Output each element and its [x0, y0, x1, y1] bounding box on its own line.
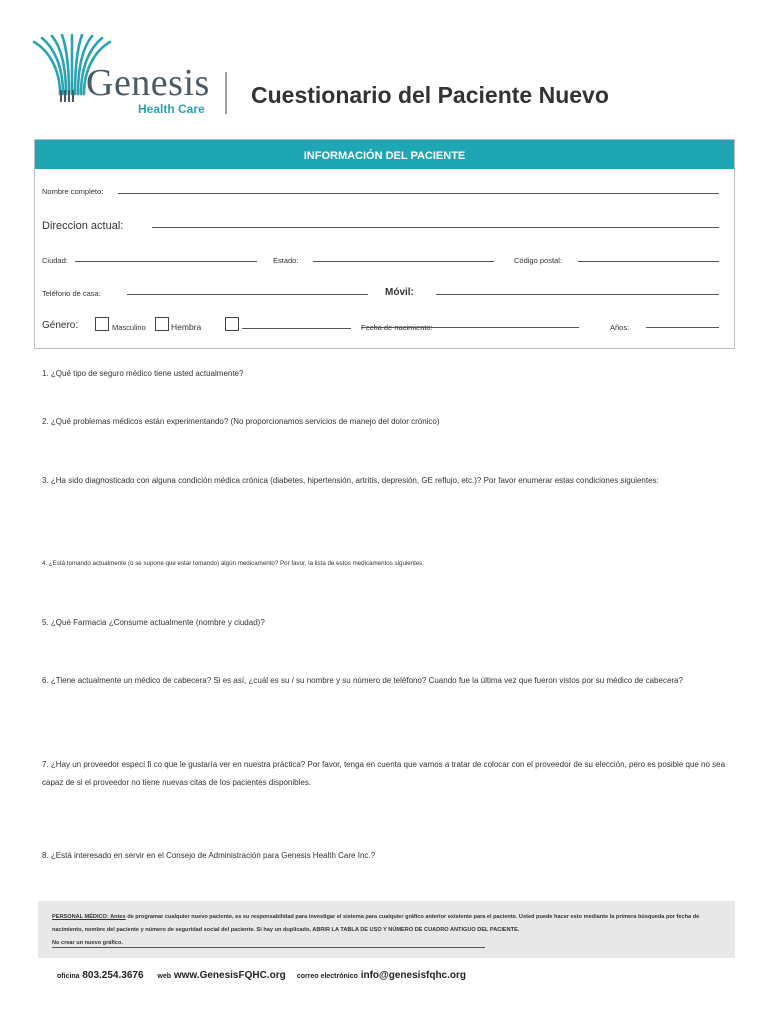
city-label: Ciudad: [42, 256, 68, 265]
question-2: 2. ¿Qué problemas médicos están experimentando? (No proporcionamos servicios de manejo del dolor crónico) [42, 417, 440, 426]
male-label: Masculino [112, 323, 146, 332]
staff-notice-rule [52, 947, 485, 948]
city-field[interactable] [75, 261, 257, 262]
mobile-label: Móvil: [385, 287, 414, 298]
age-field[interactable] [646, 327, 719, 328]
other-gender-checkbox[interactable] [225, 317, 239, 331]
home-phone-field[interactable] [127, 294, 368, 295]
female-checkbox[interactable] [155, 317, 169, 331]
staff-notice-last: No crear un nuevo gráfico. [52, 940, 123, 946]
office-phone: 803.254.3676 [82, 970, 144, 981]
dob-label: Fecha de nacimiento: [361, 323, 433, 332]
male-checkbox[interactable] [95, 317, 109, 331]
contact-footer [57, 970, 466, 981]
full-name-field[interactable] [118, 193, 719, 194]
brand-subtitle: Health Care [138, 102, 205, 116]
dob-field[interactable] [361, 327, 579, 328]
question-4: 4. ¿Está tomando actualmente (o se supone que estar tomando) algún medicamento? Por favor, la lista de estos medicamentos siguientes: [42, 560, 425, 567]
state-label: Estado: [273, 256, 299, 265]
office-label: oficina [57, 973, 80, 980]
other-gender-field[interactable] [242, 328, 351, 329]
brand-name: Genesis [86, 62, 210, 104]
staff-notice-body: de programar cualquier nuevo paciente, es su responsabilidad para investigar el sistema para cualquier gráfico anterior existente para el paciente. Usted puede hacer esto mediante la primera búsqueda por fecha de nacimiento, nombre del paciente y número de seguridad social del paciente. Si hay un duplicado, ABRIR LA TABLA DE USO Y NÚMERO DE CUADRO ANTIGUO DEL PACIENTE. [52, 914, 700, 933]
gender-label: Género: [42, 320, 79, 331]
web-url[interactable]: www.GenesisFQHC.org [173, 970, 286, 981]
question-6: 6. ¿Tiene actualmente un médico de cabecera? Si es así, ¿cuál es su / su nombre y su número de teléfono? Cuando fue la última vez que fueron vistos por su médico de cabecera? [42, 676, 683, 685]
question-1: 1. ¿Qué tipo de seguro médico tiene usted actualmente? [42, 369, 244, 378]
address-label: Direccion actual: [42, 220, 124, 232]
full-name-label: Nombre completo: [42, 187, 104, 196]
zip-label: Código postal: [514, 256, 562, 265]
question-8: 8. ¿Está interesado en servir en el Consejo de Administración para Genesis Health Care Inc.? [42, 851, 376, 860]
patient-info-box [34, 139, 735, 349]
staff-notice-text [52, 911, 722, 950]
patient-info-header: INFORMACIÓN DEL PACIENTE [35, 140, 734, 169]
page-title: Cuestionario del Paciente Nuevo [251, 82, 609, 108]
email-label: correo electrónico [296, 973, 358, 980]
question-7: 7. ¿Hay un proveedor especí fi co que le gustaría ver en nuestra práctica? Por favor, tenga en cuenta que vamos a tratar de colocar con el proveedor de su elección, pero es posible que no sea capaz de si el proveedor no tiene nuevas citas de los pacientes disponibles. [42, 760, 726, 787]
staff-notice-heading: PERSONAL MÉDICO: Antes [52, 914, 126, 920]
mobile-field[interactable] [436, 294, 719, 295]
home-phone-label: Teléfono de casa: [42, 289, 101, 298]
header-divider [225, 72, 227, 114]
web-label: web [157, 973, 172, 980]
question-5: 5. ¿Qué Farmacia ¿Consume actualmente (nombre y ciudad)? [42, 618, 265, 627]
state-field[interactable] [313, 261, 494, 262]
email-address[interactable]: info@genesisfqhc.org [360, 970, 466, 981]
zip-field[interactable] [578, 261, 719, 262]
address-field[interactable] [152, 227, 719, 228]
female-label: Hembra [171, 322, 202, 332]
question-3: 3. ¿Ha sido diagnosticado con alguna condición médica crónica (diabetes, hipertensión, artritis, depresión, GE reflujo, etc.)? Por favor enumerar estas condiciones siguientes: [42, 476, 659, 485]
age-label: Años: [610, 323, 630, 332]
